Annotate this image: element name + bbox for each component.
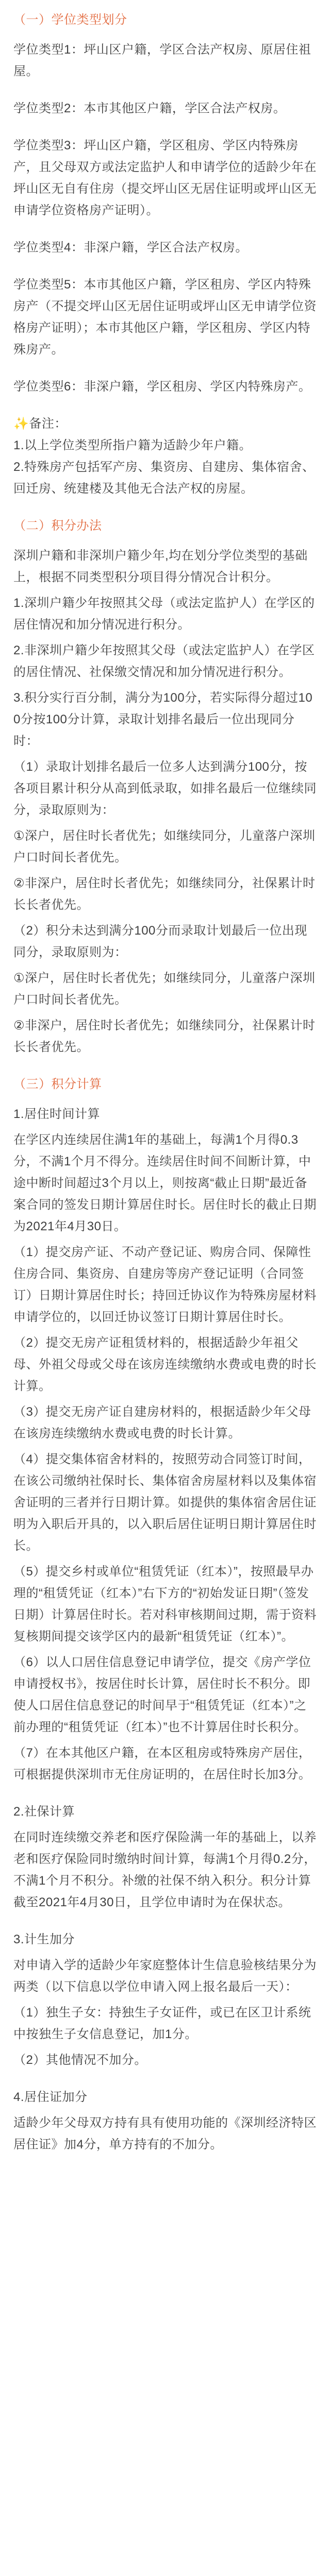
sparkle-icon: ✨ bbox=[13, 417, 29, 431]
section-points-method bbox=[13, 515, 317, 1058]
section-heading: （二）积分办法 bbox=[13, 519, 102, 533]
residence-permit-block bbox=[13, 2087, 317, 2156]
section-school-types bbox=[13, 9, 317, 398]
remarks-item: 2.特殊房产包括军产房、集资房、自建房、集体宿舍、回迁房、统建楼及其他无合法产权的房屋。 bbox=[13, 460, 315, 496]
block-title: 2.社保计算 bbox=[13, 1805, 75, 1819]
paragraph: （7）在本其他区户籍，在本区租房或特殊房产居住，可根据提供深圳市无住房证明的，在居住时长加3分。 bbox=[13, 1746, 311, 1782]
paragraph: 学位类型4：非深户籍，学区合法产权房。 bbox=[13, 241, 248, 255]
residence-time-block bbox=[13, 1104, 317, 1786]
paragraph: 学位类型1：坪山区户籍，学区合法产权房、原居住祖屋。 bbox=[13, 43, 311, 78]
paragraph: 对申请入学的适龄少年家庭整体计生信息验核结果分为两类（以下信息以学位申请入网上报名最后一天）： bbox=[13, 1958, 317, 1994]
section-heading: （一）学位类型划分 bbox=[13, 13, 127, 27]
paragraph: 学位类型6：非深户籍，学区租房、学区内特殊房产。 bbox=[13, 380, 311, 394]
paragraph: 深圳户籍和非深圳户籍少年,均在划分学位类型的基础上，根据不同类型积分项目得分情况合计积分。 bbox=[13, 549, 308, 584]
paragraph: （1）录取计划排名最后一位多人达到满分100分，按各项目累计积分从高到低录取，如排名最后一位继续同分，录取原则为： bbox=[13, 760, 317, 817]
paragraph: ②非深户，居住时长者优先；如继续同分，社保累计时长长者优先。 bbox=[13, 876, 316, 912]
section-heading: （三）积分计算 bbox=[13, 1077, 102, 1091]
paragraph: 学位类型5：本市其他区户籍，学区租房、学区内特殊房产（不提交坪山区无居住证明或坪山区无申请学位资格房产证明）；本市其他区户籍，学区租房、学区内特殊房产。 bbox=[13, 278, 317, 357]
social-security-block bbox=[13, 1801, 317, 1913]
block-title: 1.居住时间计算 bbox=[13, 1107, 101, 1121]
paragraph: （6）以人口居住信息登记申请学位，提交《房产学位申请授权书》，按居住时长计算，居住时长不积分。即使人口居住信息登记的时间早于“租赁凭证（红本）”之前办理的“租赁凭证（红本）”也不计算居住时长积分。 bbox=[13, 1655, 311, 1734]
remarks-item: 1.以上学位类型所指户籍为适龄少年户籍。 bbox=[13, 438, 252, 452]
paragraph: （2）积分未达到满分100分而录取计划最后一位出现同分，录取原则为： bbox=[13, 924, 307, 959]
family-planning-block bbox=[13, 1929, 317, 2071]
remarks-block bbox=[13, 413, 317, 500]
paragraph: （2）提交无房产证租赁材料的，根据适龄少年祖父母、外祖父母或父母在该房连续缴纳水费或电费的时长计算。 bbox=[13, 1336, 317, 1393]
remarks-title-line bbox=[13, 413, 317, 435]
paragraph: 1.深圳户籍少年按照其父母（或法定监护人）在学区的居住情况和加分情况进行积分。 bbox=[13, 596, 315, 632]
paragraph: 3.积分实行百分制，满分为100分，若实际得分超过100分按100分计算，录取计划排名最后一位出现同分时： bbox=[13, 691, 313, 748]
paragraph: （2）其他情况不加分。 bbox=[13, 2053, 147, 2067]
paragraph: ①深户，居住时长者优先；如继续同分，儿童落户深圳户口时间长者优先。 bbox=[13, 829, 316, 865]
block-title: 3.计生加分 bbox=[13, 1933, 75, 1946]
paragraph: 学位类型3：坪山区户籍，学区租房、学区内特殊房产，且父母双方或法定监护人和申请学位的适龄少年在坪山区无自有住房（提交坪山区无居住证明或坪山区无申请学位资格房产证明）。 bbox=[13, 139, 317, 217]
paragraph: 2.非深圳户籍少年按照其父母（或法定监护人）在学区的居住情况、社保缴交情况和加分情况进行积分。 bbox=[13, 643, 315, 679]
paragraph: （3）提交无房产证自建房材料的，根据适龄少年父母在该房连续缴纳水费或电费的时长计算。 bbox=[13, 1405, 311, 1440]
paragraph: 适龄少年父母双方持有具有使用功能的《深圳经济特区居住证》加4分，单方持有的不加分。 bbox=[13, 2116, 317, 2151]
paragraph: ①深户，居住时长者优先；如继续同分，儿童落户深圳户口时间长者优先。 bbox=[13, 971, 316, 1007]
paragraph: （5）提交乡村或单位“租赁凭证（红本）”，按照最早办理的“租赁凭证（红本）”右下方的“初始发证日期”（签发日期）计算居住时长。若对科审核期间过期，需于资料复核期间提交该学区内的最新“租赁凭证（红本）”。 bbox=[13, 1565, 317, 1643]
section-points-calculation bbox=[13, 1074, 317, 2156]
block-title: 4.居住证加分 bbox=[13, 2090, 88, 2104]
paragraph: 在同时连续缴交养老和医疗保险满一年的基础上，以养老和医疗保险同时缴纳时间计算，每满1个月得0.2分，不满1个月不积分。补缴的社保不纳入积分。积分计算截至2021年4月30日，且学位申请时为在保状态。 bbox=[13, 1831, 317, 1909]
paragraph: ②非深户，居住时长者优先；如继续同分，社保累计时长长者优先。 bbox=[13, 1019, 316, 1054]
paragraph: （1）独生子女：持独生子女证件，或已在区卫计系统中按独生子女信息登记，加1分。 bbox=[13, 2006, 311, 2041]
paragraph: 学位类型2：本市其他区户籍，学区合法产权房。 bbox=[13, 101, 286, 115]
paragraph: （1）提交房产证、不动产登记证、购房合同、保障性住房合同、集资房、自建房等房产登记证明（合同签订）日期计算居住时长；持回迁协议作为特殊房屋材料申请学位的，以回迁协议签订日期计算居住时长。 bbox=[13, 1245, 317, 1324]
paragraph: （4）提交集体宿舍材料的，按照劳动合同签订时间，在该公司缴纳社保时长、集体宿舍房屋材料以及集体宿舍证明的三者并行日期计算。如提供的集体宿舍居住证明为入职后开具的，以入职后居住证明日期计算居住时长。 bbox=[13, 1452, 317, 1553]
remarks-title: 备注： bbox=[29, 417, 67, 431]
paragraph: 在学区内连续居住满1年的基础上，每满1个月得0.3分，不满1个月不得分。连续居住时间不间断计算，中途中断时间超过3个月以上，则按离“截止日期”最近备案合同的签发日期计算居住时长。居住时长的截止日期为2021年4月30日。 bbox=[13, 1133, 317, 1233]
